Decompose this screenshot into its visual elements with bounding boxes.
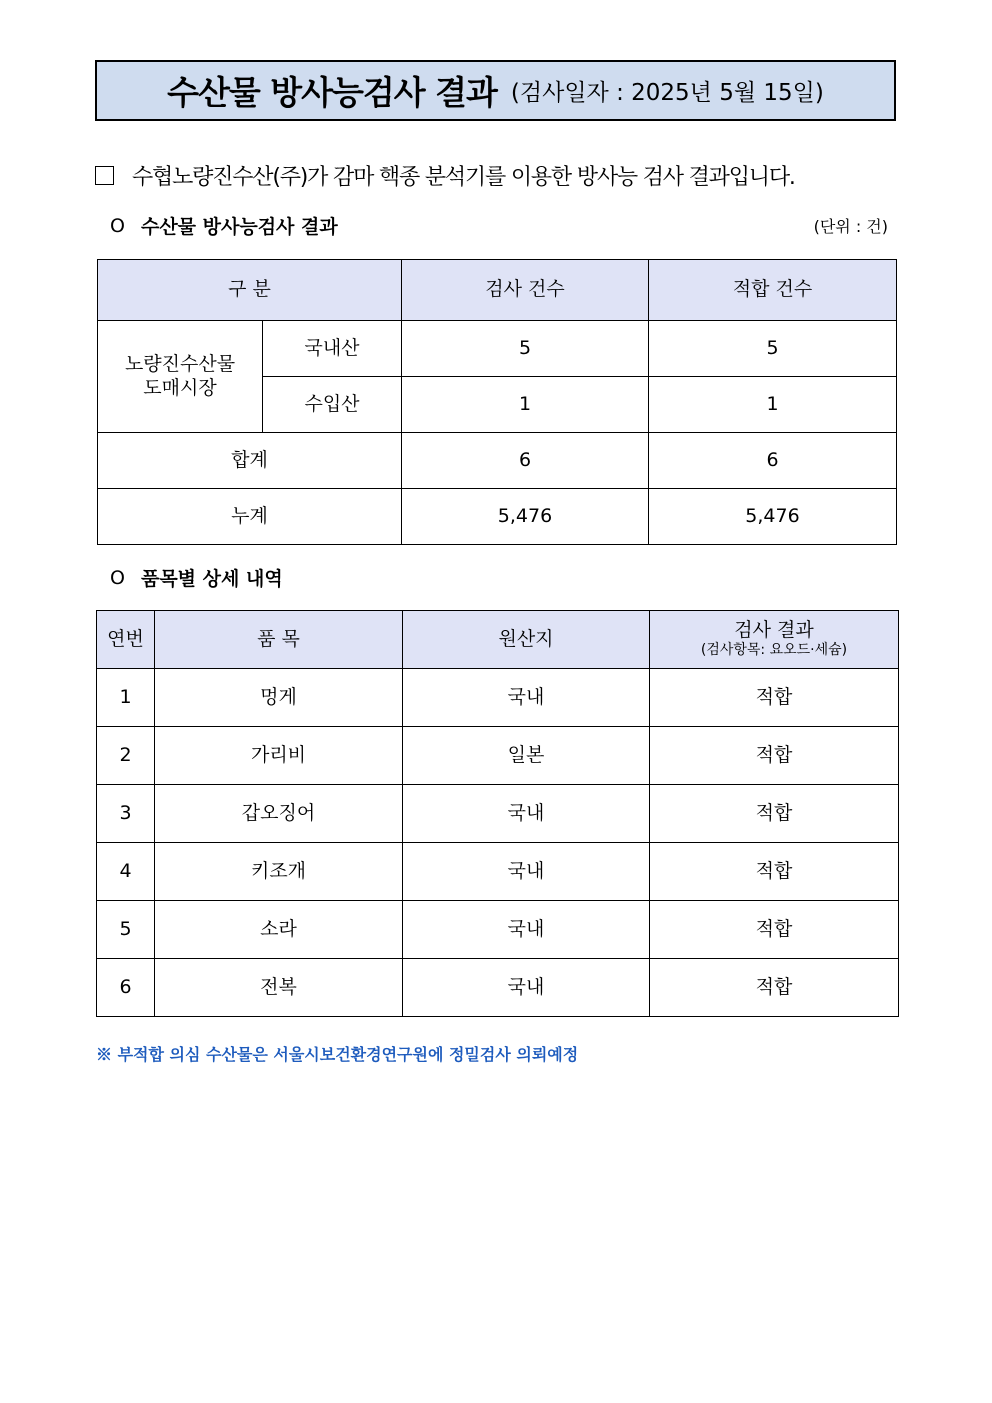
header-category: 구 분 <box>98 260 402 321</box>
row-label: 국내산 <box>263 321 402 377</box>
table-row <box>97 901 899 959</box>
detail-table <box>96 610 899 1017</box>
result: 적합 <box>650 959 899 1017</box>
title-box <box>95 60 896 121</box>
result: 적합 <box>650 785 899 843</box>
tested-value: 6 <box>402 433 649 489</box>
table-row-cumulative <box>98 489 897 545</box>
table-row <box>97 785 899 843</box>
origin: 국내 <box>403 785 650 843</box>
table-row <box>97 843 899 901</box>
table-row <box>97 727 899 785</box>
table-row <box>97 669 899 727</box>
row-number: 6 <box>97 959 155 1017</box>
header-result-label: 검사 결과 <box>734 619 814 642</box>
result: 적합 <box>650 727 899 785</box>
table-row <box>97 959 899 1017</box>
tested-value: 5 <box>402 321 649 377</box>
section-heading-detail <box>110 564 283 591</box>
row-label: 누계 <box>98 489 402 545</box>
row-number: 4 <box>97 843 155 901</box>
row-label: 수입산 <box>263 377 402 433</box>
checkbox-icon <box>95 166 114 185</box>
row-number: 2 <box>97 727 155 785</box>
section-title: 품목별 상세 내역 <box>140 568 283 590</box>
row-number: 3 <box>97 785 155 843</box>
result: 적합 <box>650 843 899 901</box>
header-passed-count: 적합 건수 <box>649 260 897 321</box>
origin: 국내 <box>403 669 650 727</box>
market-name-line2: 도매시장 <box>143 376 217 399</box>
market-name-line1: 노량진수산물 <box>124 352 236 375</box>
header-item: 품 목 <box>155 611 403 669</box>
section-heading-summary <box>110 212 338 239</box>
intro-line <box>95 160 795 191</box>
tested-value: 1 <box>402 377 649 433</box>
header-result <box>650 611 899 669</box>
unit-label: (단위 : 건) <box>813 217 888 236</box>
header-origin: 원산지 <box>403 611 650 669</box>
market-name-cell <box>98 321 263 433</box>
origin: 일본 <box>403 727 650 785</box>
passed-value: 5 <box>649 321 897 377</box>
item-name: 가리비 <box>155 727 403 785</box>
tested-value: 5,476 <box>402 489 649 545</box>
row-label: 합계 <box>98 433 402 489</box>
item-name: 키조개 <box>155 843 403 901</box>
header-no: 연번 <box>97 611 155 669</box>
header-tested-count: 검사 건수 <box>402 260 649 321</box>
result: 적합 <box>650 901 899 959</box>
circle-bullet-icon: O <box>110 214 125 237</box>
page-title: 수산물 방사능검사 결과 <box>167 73 497 112</box>
item-name: 전복 <box>155 959 403 1017</box>
item-name: 멍게 <box>155 669 403 727</box>
summary-table <box>97 259 897 545</box>
footnote: ※ 부적합 의심 수산물은 서울시보건환경연구원에 정밀검사 의뢰예정 <box>96 1045 579 1064</box>
intro-text: 수협노량진수산(주)가 감마 핵종 분석기를 이용한 방사능 검사 결과입니다. <box>132 165 795 190</box>
table-row <box>98 321 897 377</box>
inspection-date: (검사일자 : 2025년 5월 15일) <box>510 80 824 106</box>
passed-value: 1 <box>649 377 897 433</box>
header-result-sub: (검사항목: 요오드·세슘) <box>700 642 848 659</box>
origin: 국내 <box>403 901 650 959</box>
row-number: 1 <box>97 669 155 727</box>
section-title: 수산물 방사능검사 결과 <box>140 216 338 238</box>
circle-bullet-icon: O <box>110 566 125 589</box>
origin: 국내 <box>403 843 650 901</box>
passed-value: 5,476 <box>649 489 897 545</box>
result: 적합 <box>650 669 899 727</box>
origin: 국내 <box>403 959 650 1017</box>
item-name: 소라 <box>155 901 403 959</box>
passed-value: 6 <box>649 433 897 489</box>
table-header-row <box>98 260 897 321</box>
item-name: 갑오징어 <box>155 785 403 843</box>
row-number: 5 <box>97 901 155 959</box>
table-row-total <box>98 433 897 489</box>
table-header-row <box>97 611 899 669</box>
